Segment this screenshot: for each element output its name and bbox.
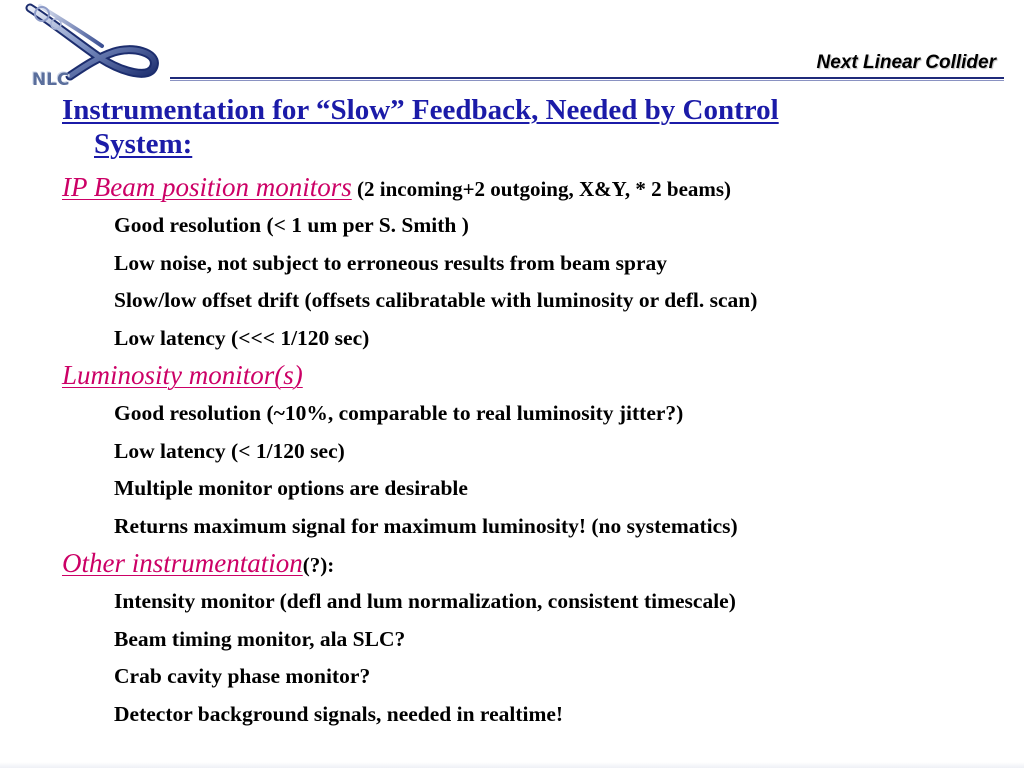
slide-content	[62, 93, 1002, 733]
list-item: Detector background signals, needed in realtime!	[114, 701, 564, 726]
section-note: (2 incoming+2 outgoing, X&Y, * 2 beams)	[351, 177, 732, 201]
section-heading: Luminosity monitor(s)	[62, 360, 303, 390]
section-luminosity	[62, 357, 1002, 545]
section-other	[62, 545, 1002, 733]
list-item: Good resolution (< 1 um per S. Smith )	[114, 213, 469, 237]
list-item: Good resolution (~10%, comparable to real luminosity jitter?)	[114, 401, 684, 425]
brand-title: Next Linear Collider	[816, 52, 996, 73]
list-item: Low noise, not subject to erroneous results from beam spray	[114, 250, 668, 275]
list-item: Crab cavity phase monitor?	[114, 664, 371, 688]
section-heading: IP Beam position monitors	[62, 172, 352, 202]
logo-text: NLC	[32, 70, 70, 90]
list-item: Intensity monitor (defl and lum normalization, consistent timescale)	[114, 589, 736, 613]
bullet-list	[62, 583, 1002, 733]
list-item: Slow/low offset drift (offsets calibratable with luminosity or defl. scan)	[114, 288, 758, 312]
section-note: (?):	[302, 553, 335, 577]
section-heading: Other instrumentation	[62, 548, 303, 578]
list-item: Low latency (< 1/120 sec)	[114, 438, 345, 463]
list-item: Multiple monitor options are desirable	[114, 476, 468, 500]
bullet-list	[62, 207, 1002, 357]
slide-title-line2: System:	[94, 128, 193, 160]
list-item: Returns maximum signal for maximum luminosity! (no systematics)	[114, 513, 738, 538]
bullet-list	[62, 395, 1002, 545]
footer-band	[0, 762, 1024, 768]
list-item: Low latency (<<< 1/120 sec)	[114, 325, 370, 350]
list-item: Beam timing monitor, ala SLC?	[114, 626, 406, 651]
slide-title	[62, 93, 1002, 161]
section-ip-bpm	[62, 169, 1002, 357]
header-divider	[170, 77, 1004, 79]
slide-title-line1: Instrumentation for “Slow” Feedback, Needed by Control	[62, 94, 779, 126]
header-divider-shadow	[170, 80, 1004, 81]
